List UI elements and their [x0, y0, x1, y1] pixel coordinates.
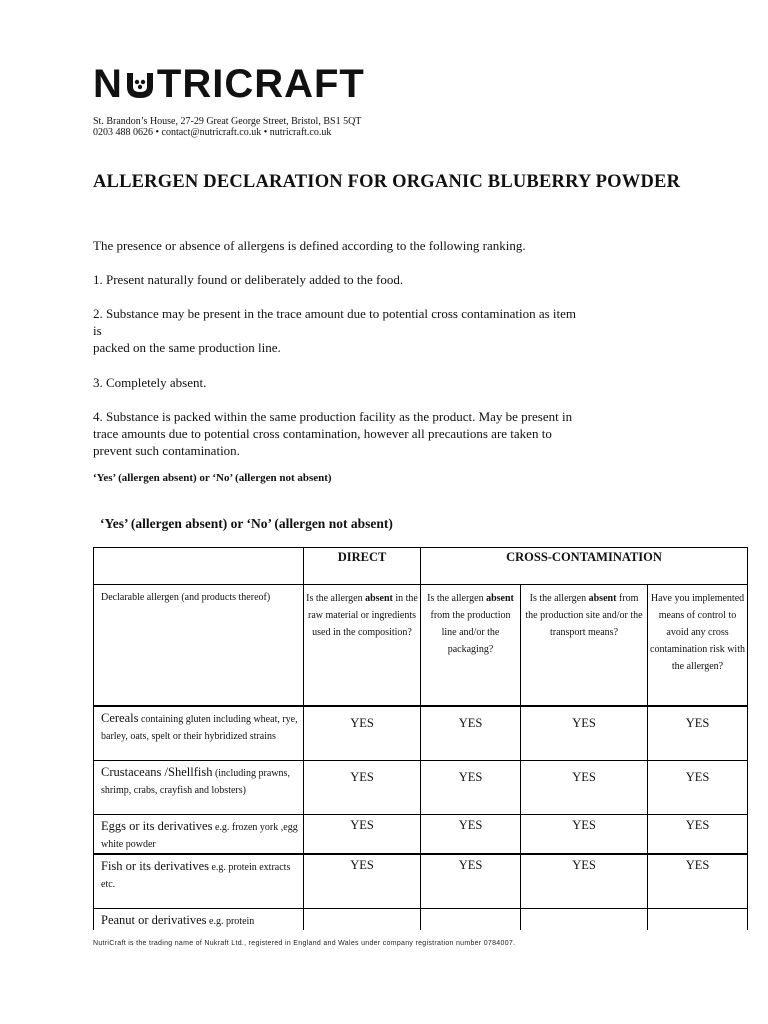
value-cell: YES [304, 760, 421, 814]
subheader-production-line [421, 585, 521, 707]
value-cell: YES [648, 706, 748, 760]
logo-text-end: TRICRAFT [156, 62, 365, 106]
value-cell: YES [421, 760, 521, 814]
allergen-detail: e.g. frozen york ,egg white powder [101, 821, 298, 850]
ranking-4-line-2: trace amounts due to potential cross contamination, however all precautions are taken to [93, 426, 552, 441]
value-cell [648, 909, 748, 931]
value-cell [304, 909, 421, 931]
ranking-2-line-3: packed on the same production line. [93, 340, 281, 355]
answer-key-note: ‘Yes’ (allergen absent) or ‘No’ (allergen not absent) [93, 472, 332, 484]
value-cell: YES [421, 814, 521, 854]
subheader-control-means: Have you implemented means of control to avoid any cross contamination risk with the allergen? [648, 585, 748, 707]
ranking-2 [93, 305, 693, 356]
ranking-4-line-3: prevent such contamination. [93, 443, 240, 458]
allergen-detail: e.g. protein extracts etc. [101, 861, 291, 890]
table-row [94, 760, 748, 814]
subheader-text: from the production site and/or the transport means? [525, 593, 643, 638]
table-header-row [94, 548, 748, 585]
ranking-2-line-1: 2. Substance may be present in the trace amount due to potential cross contamination as item [93, 306, 577, 321]
answer-key-heading: ‘Yes’ (allergen absent) or ‘No’ (allergen not absent) [100, 516, 393, 531]
allergen-lead: Cereals [101, 711, 139, 725]
ranking-4-line-1: 4. Substance is packed within the same production facility as the product. May be present in [93, 409, 573, 424]
allergen-lead: Crustaceans /Shellfish [101, 764, 213, 779]
subheader-emphasis: absent [486, 593, 514, 604]
ranking-1: 1. Present naturally found or deliberately added to the food. [93, 272, 404, 287]
logo-berry-icon [124, 67, 156, 101]
allergen-lead: Fish or its derivatives [101, 858, 209, 873]
table-subheader-row [94, 585, 748, 707]
value-cell: YES [521, 854, 648, 909]
allergen-name [94, 854, 304, 909]
company-logo [93, 64, 365, 104]
value-cell: YES [304, 814, 421, 854]
header-direct: DIRECT [304, 548, 421, 585]
logo-text-start: N [93, 62, 123, 106]
company-address [93, 116, 361, 138]
subheader-text: from the production line and/or the packaging? [430, 610, 511, 655]
value-cell [521, 909, 648, 931]
table-row [94, 909, 748, 931]
value-cell [421, 909, 521, 931]
value-cell: YES [521, 706, 648, 760]
value-cell: YES [421, 854, 521, 909]
page-footer: NutriCraft is the trading name of Nukraft Ltd., registered in England and Wales under company registration number 0784007. [93, 940, 516, 947]
header-cross-contamination: CROSS-CONTAMINATION [421, 548, 748, 585]
allergen-detail: (including prawns, shrimp, crabs, crayfish and lobsters) [101, 767, 290, 796]
ranking-3: 3. Completely absent. [93, 375, 207, 390]
subheader-emphasis: absent [365, 593, 393, 604]
allergen-name [94, 814, 304, 854]
subheader-text: Is the allergen [427, 593, 487, 604]
table-row [94, 814, 748, 854]
ranking-2-line-2: is [93, 323, 102, 338]
document-title: ALLERGEN DECLARATION FOR ORGANIC BLUBERRY POWDER [93, 172, 681, 192]
table-row [94, 854, 748, 909]
subheader-text: in the raw material or ingredients used in the composition? [307, 593, 418, 638]
allergen-name [94, 909, 304, 931]
subheader-text: Is the allergen [529, 593, 589, 604]
allergen-name [94, 706, 304, 760]
value-cell: YES [521, 814, 648, 854]
value-cell: YES [521, 760, 648, 814]
allergen-name [94, 760, 304, 814]
value-cell: YES [648, 760, 748, 814]
subheader-raw-material [304, 585, 421, 707]
allergen-table [93, 547, 748, 930]
subheader-allergen: Declarable allergen (and products thereof) [94, 585, 304, 707]
contact-line: 0203 488 0626 • contact@nutricraft.co.uk • nutricraft.co.uk [93, 127, 332, 138]
value-cell: YES [304, 706, 421, 760]
header-blank-cell [94, 548, 304, 585]
allergen-detail: e.g. protein [206, 916, 255, 927]
subheader-emphasis: absent [588, 593, 617, 604]
address-line: St. Brandon’s House, 27-29 Great George Street, Bristol, BS1 5QT [93, 116, 362, 127]
value-cell: YES [421, 706, 521, 760]
allergen-detail: containing gluten including wheat, rye, barley, oats, spelt or their hybridized strains [101, 714, 298, 742]
allergen-lead: Peanut or derivatives [101, 913, 207, 927]
ranking-4 [93, 408, 693, 459]
subheader-production-site [521, 585, 648, 707]
subheader-text: Is the allergen [306, 593, 366, 604]
value-cell: YES [648, 854, 748, 909]
table-row [94, 706, 748, 760]
intro-paragraph: The presence or absence of allergens is defined according to the following ranking. [93, 238, 526, 253]
allergen-lead: Eggs or its derivatives [101, 818, 213, 833]
value-cell: YES [304, 854, 421, 909]
value-cell: YES [648, 814, 748, 854]
